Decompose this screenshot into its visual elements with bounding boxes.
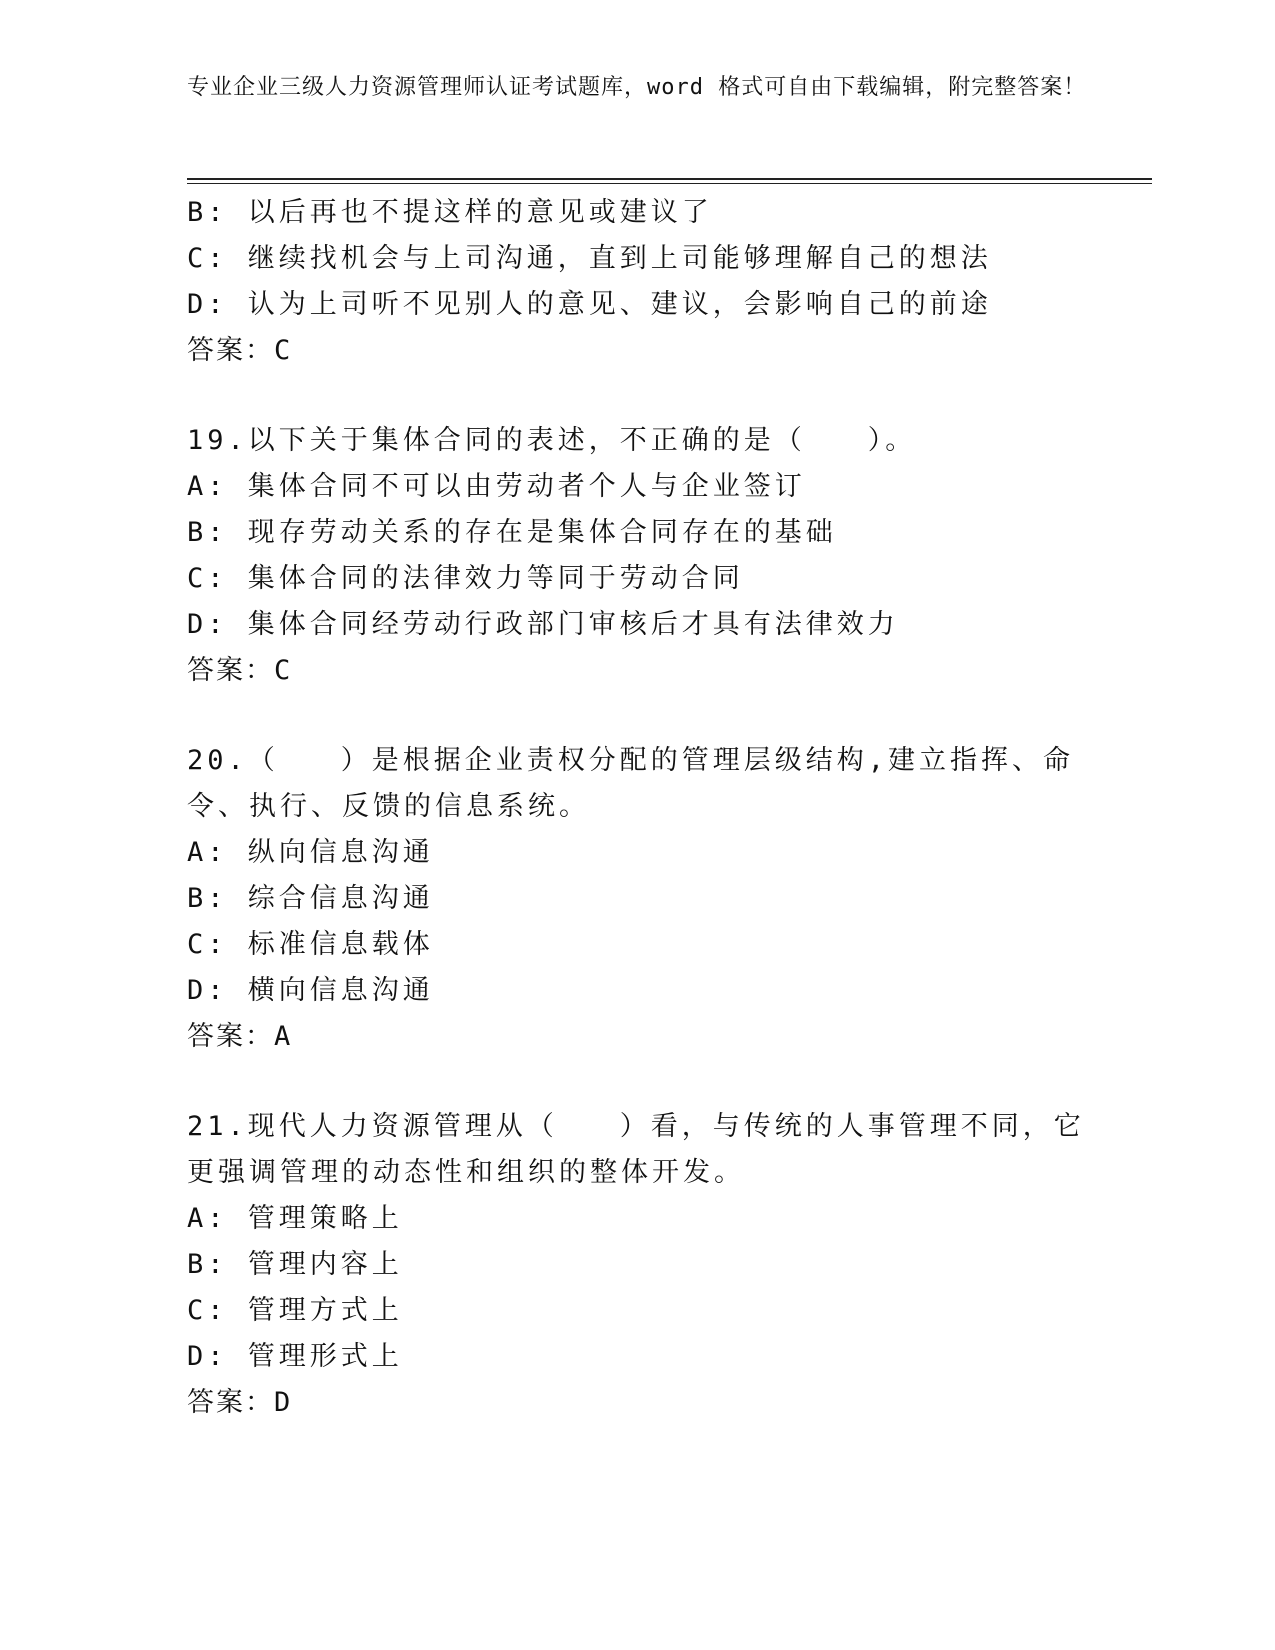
option-b: B: 管理内容上 bbox=[187, 1249, 403, 1280]
answer-value: C bbox=[274, 335, 291, 366]
spacer bbox=[187, 374, 1187, 418]
answer-label: 答案： bbox=[187, 1387, 274, 1418]
question-block-20 bbox=[187, 738, 1187, 1060]
option-d: D: 认为上司听不见别人的意见、建议，会影响自己的前途 bbox=[187, 289, 992, 320]
option-a: A: 纵向信息沟通 bbox=[187, 837, 434, 868]
question-text: 21.现代人力资源管理从（ ）看，与传统的人事管理不同，它更强调管理的动态性和组织的整体开发。 bbox=[187, 1111, 1085, 1188]
answer-label: 答案： bbox=[187, 335, 274, 366]
question-text: 20.（ ）是根据企业责权分配的管理层级结构,建立指挥、命令、执行、反馈的信息系统。 bbox=[187, 745, 1075, 822]
option-c: C: 管理方式上 bbox=[187, 1295, 403, 1326]
answer-line bbox=[187, 648, 1187, 694]
option-c: C: 标准信息载体 bbox=[187, 929, 434, 960]
option-d: D: 横向信息沟通 bbox=[187, 975, 434, 1006]
question-block-19 bbox=[187, 418, 1187, 694]
answer-value: D bbox=[274, 1387, 291, 1418]
option-c: C: 继续找机会与上司沟通，直到上司能够理解自己的想法 bbox=[187, 243, 992, 274]
question-block-21 bbox=[187, 1104, 1187, 1426]
answer-line bbox=[187, 1014, 1187, 1060]
page-header-text: 专业企业三级人力资源管理师认证考试题库，word 格式可自由下载编辑，附完整答案！ bbox=[187, 75, 1087, 100]
option-b: B: 以后再也不提这样的意见或建议了 bbox=[187, 197, 713, 228]
answer-value: A bbox=[274, 1021, 291, 1052]
option-d: D: 集体合同经劳动行政部门审核后才具有法律效力 bbox=[187, 609, 899, 640]
answer-line bbox=[187, 328, 1187, 374]
spacer bbox=[187, 1060, 1187, 1104]
answer-line bbox=[187, 1380, 1187, 1426]
question-block-continued bbox=[187, 190, 1187, 374]
option-c: C: 集体合同的法律效力等同于劳动合同 bbox=[187, 563, 744, 594]
question-content bbox=[187, 190, 1187, 1426]
answer-label: 答案： bbox=[187, 1021, 274, 1052]
option-a: A: 集体合同不可以由劳动者个人与企业签订 bbox=[187, 471, 806, 502]
option-b: B: 现存劳动关系的存在是集体合同存在的基础 bbox=[187, 517, 837, 548]
spacer bbox=[187, 694, 1187, 738]
option-d: D: 管理形式上 bbox=[187, 1341, 403, 1372]
answer-value: C bbox=[274, 655, 291, 686]
header-divider-thick bbox=[187, 178, 1152, 180]
option-b: B: 综合信息沟通 bbox=[187, 883, 434, 914]
answer-label: 答案： bbox=[187, 655, 274, 686]
header-divider-thin bbox=[187, 183, 1152, 184]
option-a: A: 管理策略上 bbox=[187, 1203, 403, 1234]
question-text: 19.以下关于集体合同的表述，不正确的是（ ）。 bbox=[187, 425, 917, 456]
